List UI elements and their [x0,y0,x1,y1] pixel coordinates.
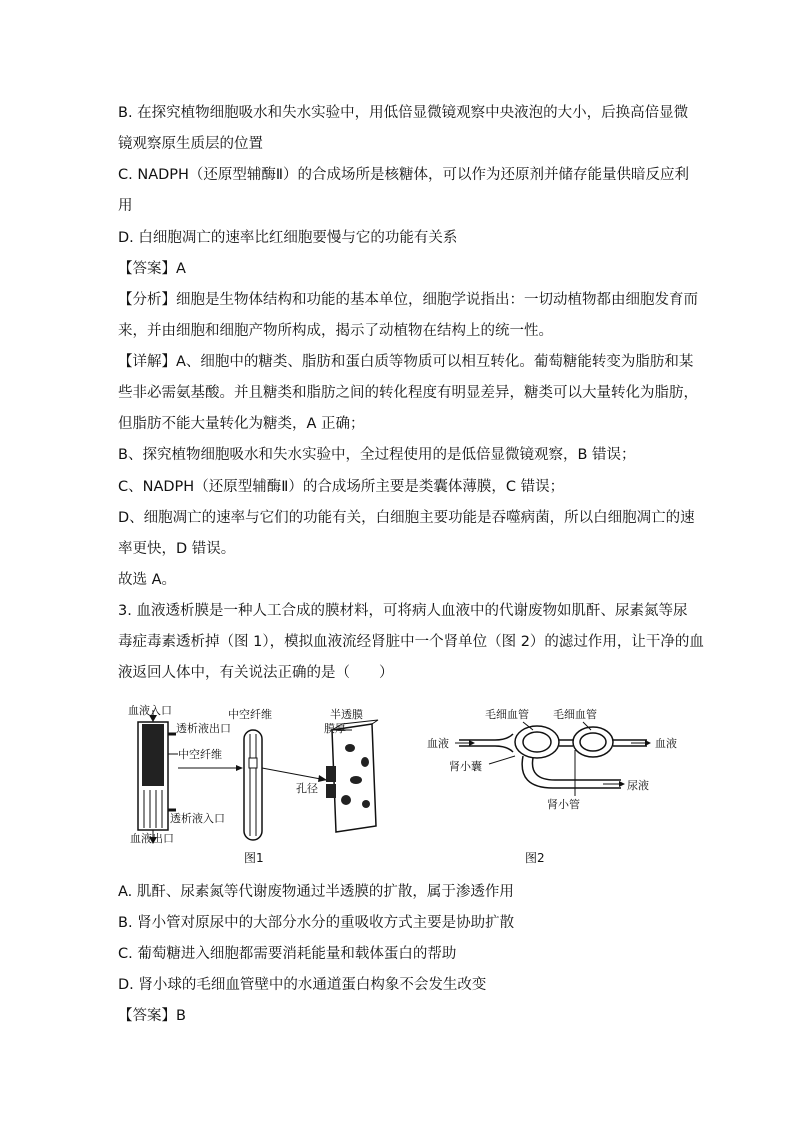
question3-option-c: C. 葡萄糖进入细胞都需要消耗能量和载体蛋白的帮助 [118,946,457,962]
fig1-blood-outlet-label: 血液出口 [130,832,174,845]
conclusion-line: 故选 A。 [118,572,177,588]
analysis-line2: 来，并由细胞和细胞产物所构成，揭示了动植物在结构上的统一性。 [118,323,553,339]
figure1-dialyzer-diagram [120,700,390,870]
fig2-tubule-label: 肾小管 [547,798,580,811]
option-c-line2: 用 [118,198,133,214]
fig1-thickness-label: 膜厚 [324,722,346,735]
question3-option-a: A. 肌酐、尿素氮等代谢废物通过半透膜的扩散，属于渗透作用 [118,884,514,900]
fig2-urine-label: 尿液 [627,779,649,792]
explanation-line6: D、细胞凋亡的速率与它们的功能有关，白细胞主要功能是吞噬病菌，所以白细胞凋亡的速 [118,510,695,526]
question3-line1: 3. 血液透析膜是一种人工合成的膜材料，可将病人血液中的代谢废物如肌酐、尿素氮等尿 [118,603,688,619]
question3-answer: 【答案】B [118,1008,186,1024]
option-d-line: D. 白细胞凋亡的速率比红细胞要慢与它的功能有关系 [118,230,458,246]
answer-label: 【答案】A [118,261,186,277]
question3-line3: 液返回人体中，有关说法正确的是（ ） [118,665,394,681]
fig1-hollow-fiber-side-label: 中空纤维 [178,748,222,761]
explanation-line1: 【详解】A、细胞中的糖类、脂肪和蛋白质等物质可以相互转化。葡萄糖能转变为脂肪和某 [118,354,694,370]
explanation-line7: 率更快，D 错误。 [118,541,236,557]
fig2-blood-out-label: 血液 [655,737,677,750]
option-b-line1: B. 在探究植物细胞吸水和失水实验中，用低倍显微镜观察中央液泡的大小，后换高倍显微 [118,105,689,121]
fig1-dialysate-inlet-label: 透析液入口 [170,812,225,825]
fig2-blood-in-label: 血液 [427,737,449,750]
question3-line2: 毒症毒素透析掉（图 1），模拟血液流经肾脏中一个肾单位（图 2）的滤过作用，让干净的血 [118,634,704,650]
fig1-semipermeable-label: 半透膜 [330,708,363,721]
explanation-line2: 些非必需氨基酸。并且糖类和脂肪之间的转化程度有明显差异，糖类可以大量转化为脂肪， [118,385,698,401]
analysis-line1: 【分析】细胞是生物体结构和功能的基本单位，细胞学说指出：一切动植物都由细胞发育而 [118,292,698,308]
question3-option-b: B. 肾小管对原尿中的大部分水分的重吸收方式主要是协助扩散 [118,915,515,931]
fig2-caption: 图2 [525,851,545,865]
explanation-line5: C、NADPH（还原型辅酶Ⅱ）的合成场所主要是类囊体薄膜，C 错误； [118,479,565,495]
fig1-caption: 图1 [244,851,264,865]
fig2-capillary2-label: 毛细血管 [553,708,597,721]
explanation-line4: B、探究植物细胞吸水和失水实验中，全过程使用的是低倍显微镜观察，B 错误； [118,447,636,463]
fig1-hollow-fiber-top-label: 中空纤维 [228,708,272,721]
fig1-blood-inlet-label: 血液入口 [128,704,172,717]
explanation-line3: 但脂肪不能大量转化为糖类，A 正确； [118,416,365,432]
option-c-line1: C. NADPH（还原型辅酶Ⅱ）的合成场所是核糖体，可以作为还原剂并储存能量供暗反应利 [118,167,690,183]
fig1-pore-label: 孔径 [296,782,318,795]
fig2-capsule-label: 肾小囊 [449,760,482,773]
option-b-line2: 镜观察原生质层的位置 [118,136,263,152]
question3-option-d: D. 肾小球的毛细血管壁中的水通道蛋白构象不会发生改变 [118,977,487,993]
figure2-nephron-diagram [425,700,695,870]
fig1-dialysate-outlet-label: 透析液出口 [176,722,231,735]
fig2-capillary1-label: 毛细血管 [485,708,529,721]
